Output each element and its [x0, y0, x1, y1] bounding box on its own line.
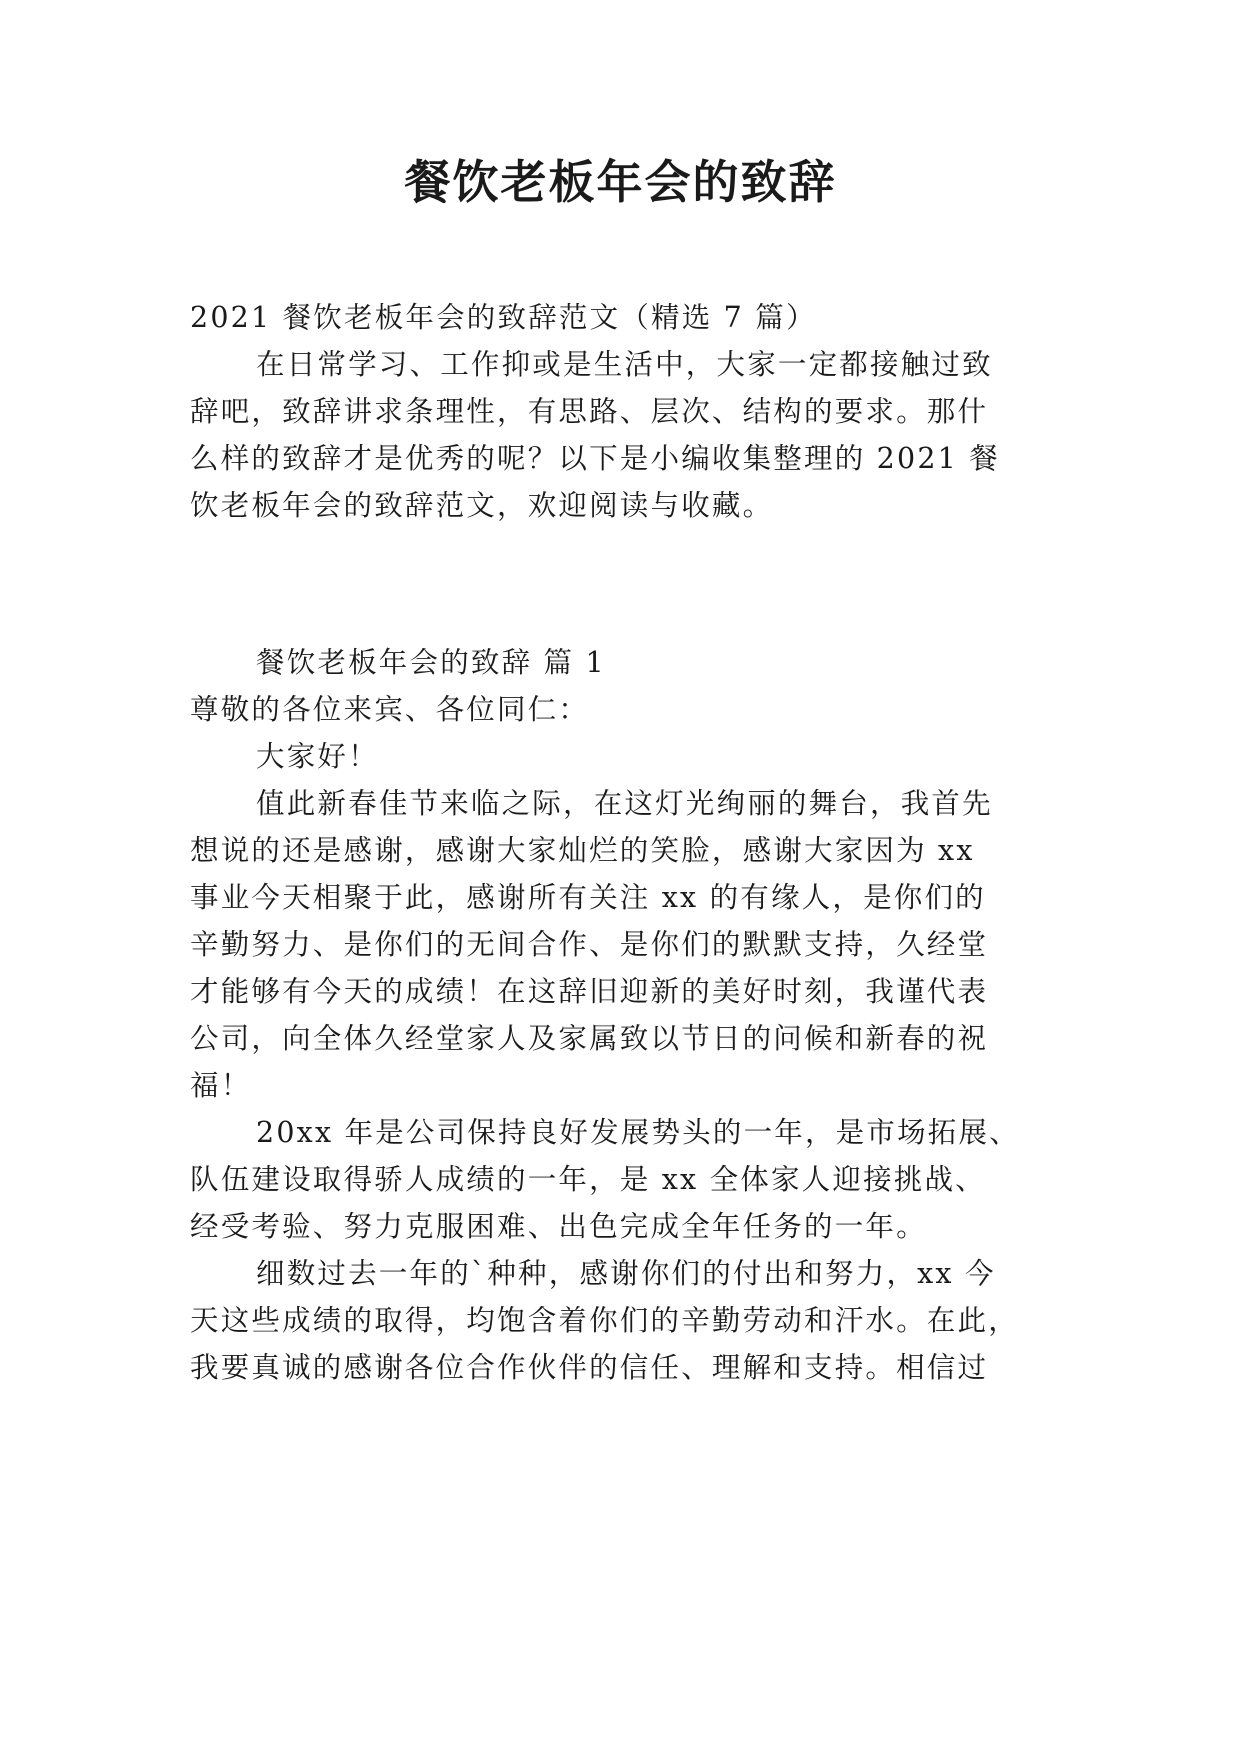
greeting-line: 大家好！ — [256, 740, 379, 773]
intro-line-3: 么样的致辞才是优秀的呢？以下是小编收集整理的 2021 餐 — [190, 442, 1000, 475]
body-line-11: 细数过去一年的`种种，感谢你们的付出和努力，xx 今 — [256, 1257, 996, 1290]
body-line-4: 辛勤努力、是你们的无间合作、是你们的默默支持，久经堂 — [190, 928, 989, 961]
subtitle-line: 2021 餐饮老板年会的致辞范文（精选 7 篇） — [190, 301, 817, 334]
body-line-5: 才能够有今天的成绩！在这辞旧迎新的美好时刻，我谨代表 — [190, 975, 989, 1008]
salutation-line: 尊敬的各位来宾、各位同仁： — [190, 693, 590, 726]
intro-line-4: 饮老板年会的致辞范文，欢迎阅读与收藏。 — [190, 489, 774, 522]
body-line-1: 值此新春佳节来临之际，在这灯光绚丽的舞台，我首先 — [256, 787, 993, 820]
section-heading: 餐饮老板年会的致辞 篇 1 — [256, 646, 606, 679]
body-line-13: 我要真诚的感谢各位合作伙伴的信任、理解和支持。相信过 — [190, 1351, 989, 1384]
body-line-8: 20xx 年是公司保持良好发展势头的一年，是市场拓展、 — [256, 1116, 1020, 1149]
body-line-6: 公司，向全体久经堂家人及家属致以节日的问候和新春的祝 — [190, 1022, 989, 1055]
intro-line-2: 辞吧，致辞讲求条理性，有思路、层次、结构的要求。那什 — [190, 395, 989, 428]
body-line-2: 想说的还是感谢，感谢大家灿烂的笑脸，感谢大家因为 xx — [190, 834, 975, 867]
body-line-7: 福！ — [190, 1069, 252, 1102]
document-title: 餐饮老板年会的致辞 — [404, 155, 837, 209]
body-line-10: 经受考验、努力克服困难、出色完成全年任务的一年。 — [190, 1210, 927, 1243]
body-line-9: 队伍建设取得骄人成绩的一年，是 xx 全体家人迎接挑战、 — [190, 1163, 986, 1196]
body-line-12: 天这些成绩的取得，均饱含着你们的辛勤劳动和汗水。在此， — [190, 1304, 1019, 1337]
body-line-3: 事业今天相聚于此，感谢所有关注 xx 的有缘人，是你们的 — [190, 881, 986, 914]
intro-line-1: 在日常学习、工作抑或是生活中，大家一定都接触过致 — [256, 348, 993, 381]
